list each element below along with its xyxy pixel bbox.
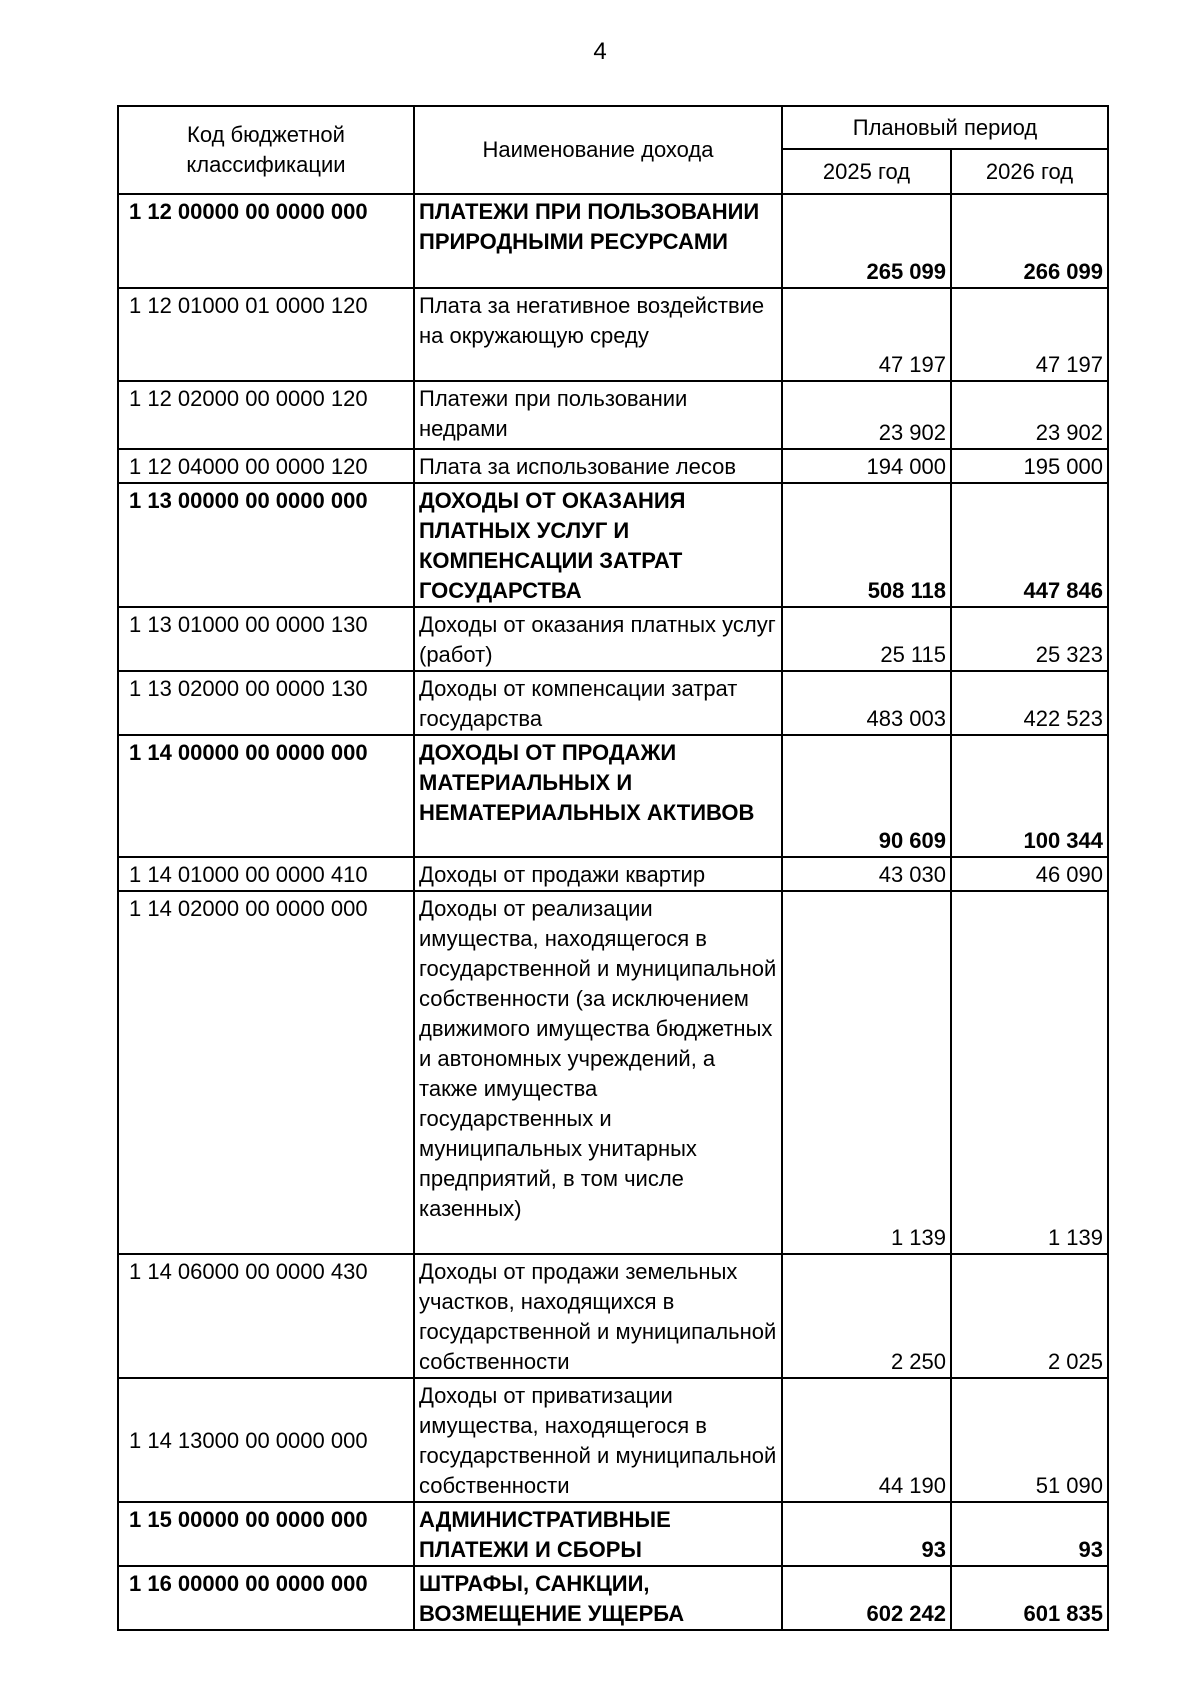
- header-code: Код бюджетной классификации: [118, 106, 414, 194]
- row-code: 1 15 00000 00 0000 000: [118, 1502, 414, 1566]
- row-name: Доходы от оказания платных услуг (работ): [414, 607, 782, 671]
- row-value-2025: 2 250: [782, 1254, 951, 1378]
- row-code: 1 14 13000 00 0000 000: [118, 1378, 414, 1502]
- row-value-2025: 43 030: [782, 857, 951, 891]
- table-row: [118, 671, 1108, 735]
- row-name: Доходы от продажи земельных участков, находящихся в государственной и муниципальной собственности: [414, 1254, 782, 1378]
- header-year-2026: 2026 год: [951, 149, 1108, 194]
- row-value-2025: 1 139: [782, 891, 951, 1254]
- row-name: ШТРАФЫ, САНКЦИИ, ВОЗМЕЩЕНИЕ УЩЕРБА: [414, 1566, 782, 1630]
- table-row: [118, 891, 1108, 1254]
- table-row: [118, 1566, 1108, 1630]
- table-row: [118, 288, 1108, 381]
- table-row: [118, 1254, 1108, 1378]
- table-row: [118, 607, 1108, 671]
- row-value-2026: 47 197: [951, 288, 1108, 381]
- row-value-2025: 483 003: [782, 671, 951, 735]
- table-row: [118, 449, 1108, 483]
- row-value-2026: 1 139: [951, 891, 1108, 1254]
- row-value-2025: 602 242: [782, 1566, 951, 1630]
- table-row: [118, 483, 1108, 607]
- row-code: 1 14 06000 00 0000 430: [118, 1254, 414, 1378]
- row-value-2025: 23 902: [782, 381, 951, 449]
- row-value-2026: 100 344: [951, 735, 1108, 857]
- row-value-2026: 266 099: [951, 194, 1108, 288]
- row-value-2025: 90 609: [782, 735, 951, 857]
- row-name: Доходы от компенсации затрат государства: [414, 671, 782, 735]
- row-value-2026: 46 090: [951, 857, 1108, 891]
- row-name: Доходы от продажи квартир: [414, 857, 782, 891]
- row-value-2025: 508 118: [782, 483, 951, 607]
- row-value-2025: 25 115: [782, 607, 951, 671]
- row-code: 1 16 00000 00 0000 000: [118, 1566, 414, 1630]
- row-name: ДОХОДЫ ОТ ОКАЗАНИЯ ПЛАТНЫХ УСЛУГ И КОМПЕНСАЦИИ ЗАТРАТ ГОСУДАРСТВА: [414, 483, 782, 607]
- row-value-2026: 93: [951, 1502, 1108, 1566]
- row-value-2026: 23 902: [951, 381, 1108, 449]
- row-code: 1 14 02000 00 0000 000: [118, 891, 414, 1254]
- row-code: 1 12 02000 00 0000 120: [118, 381, 414, 449]
- row-value-2026: 601 835: [951, 1566, 1108, 1630]
- row-name: АДМИНИСТРАТИВНЫЕ ПЛАТЕЖИ И СБОРЫ: [414, 1502, 782, 1566]
- row-name: ПЛАТЕЖИ ПРИ ПОЛЬЗОВАНИИ ПРИРОДНЫМИ РЕСУРСАМИ: [414, 194, 782, 288]
- table-row: [118, 857, 1108, 891]
- row-name: ДОХОДЫ ОТ ПРОДАЖИ МАТЕРИАЛЬНЫХ И НЕМАТЕРИАЛЬНЫХ АКТИВОВ: [414, 735, 782, 857]
- row-name: Доходы от реализации имущества, находящегося в государственной и муниципальной собственности (за исключением движимого имущества бюджетных и автономных учреждений, а также имущества государственных и муниципальных унитарных предприятий, в том числе казенных): [414, 891, 782, 1254]
- row-name: Доходы от приватизации имущества, находящегося в государственной и муниципальной собственности: [414, 1378, 782, 1502]
- table-row: [118, 1378, 1108, 1502]
- row-code: 1 13 01000 00 0000 130: [118, 607, 414, 671]
- row-code: 1 14 01000 00 0000 410: [118, 857, 414, 891]
- header-period: Плановый период: [782, 106, 1108, 149]
- row-code: 1 12 04000 00 0000 120: [118, 449, 414, 483]
- page-number: 4: [593, 38, 607, 65]
- row-value-2025: 47 197: [782, 288, 951, 381]
- row-value-2025: 265 099: [782, 194, 951, 288]
- table-row: [118, 194, 1108, 288]
- revenue-table: [117, 105, 1109, 1631]
- row-code: 1 13 00000 00 0000 000: [118, 483, 414, 607]
- row-value-2025: 194 000: [782, 449, 951, 483]
- table-row: [118, 735, 1108, 857]
- row-name: Платежи при пользовании недрами: [414, 381, 782, 449]
- header-name: Наименование дохода: [414, 106, 782, 194]
- row-value-2025: 93: [782, 1502, 951, 1566]
- row-value-2026: 25 323: [951, 607, 1108, 671]
- row-value-2026: 2 025: [951, 1254, 1108, 1378]
- table-row: [118, 381, 1108, 449]
- table-row: [118, 1502, 1108, 1566]
- row-name: Плата за негативное воздействие на окружающую среду: [414, 288, 782, 381]
- row-code: 1 12 01000 01 0000 120: [118, 288, 414, 381]
- row-code: 1 14 00000 00 0000 000: [118, 735, 414, 857]
- row-value-2026: 447 846: [951, 483, 1108, 607]
- row-value-2025: 44 190: [782, 1378, 951, 1502]
- row-value-2026: 195 000: [951, 449, 1108, 483]
- row-code: 1 13 02000 00 0000 130: [118, 671, 414, 735]
- row-name: Плата за использование лесов: [414, 449, 782, 483]
- row-value-2026: 51 090: [951, 1378, 1108, 1502]
- row-value-2026: 422 523: [951, 671, 1108, 735]
- row-code: 1 12 00000 00 0000 000: [118, 194, 414, 288]
- header-year-2025: 2025 год: [782, 149, 951, 194]
